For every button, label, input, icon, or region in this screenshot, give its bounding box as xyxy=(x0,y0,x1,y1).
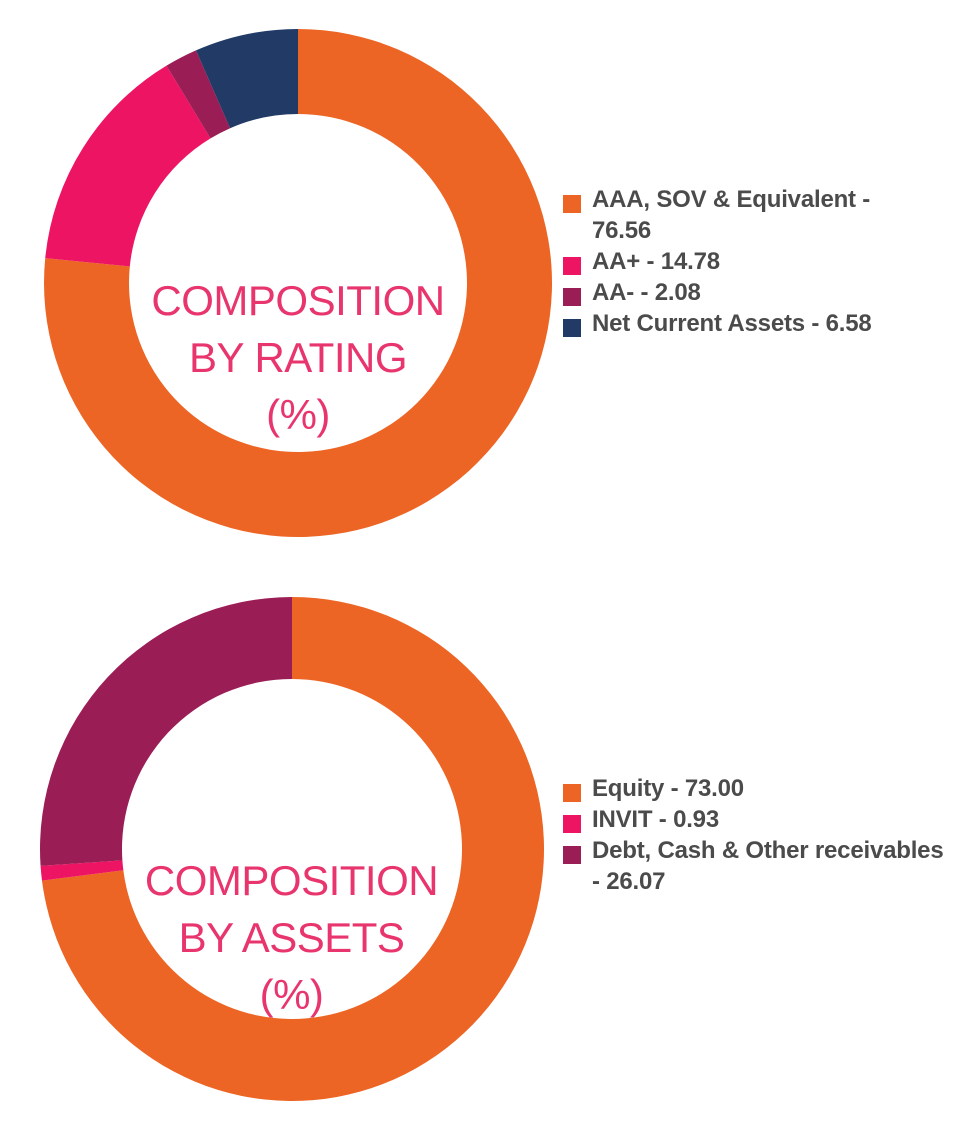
legend-item-equity xyxy=(563,773,943,804)
legend-label-line: Net Current Assets - 6.58 xyxy=(592,310,872,337)
center-label-line: (%) xyxy=(259,971,324,1018)
legend-label xyxy=(592,835,943,897)
legend-label xyxy=(592,804,719,835)
legend-label-line: INVIT - 0.93 xyxy=(592,806,719,833)
legend-item-debt-cash-other-receivables xyxy=(563,835,943,897)
center-label-line: BY RATING xyxy=(189,334,407,381)
legend-label-line: AA+ - 14.78 xyxy=(592,248,720,275)
legend-label-line: AA- - 2.08 xyxy=(592,279,701,306)
legend-swatch-icon xyxy=(563,815,581,833)
legend-composition-by-assets xyxy=(563,773,943,897)
legend-swatch-icon xyxy=(563,846,581,864)
center-label-line: (%) xyxy=(266,391,330,438)
center-label-composition-by-assets xyxy=(42,852,542,1023)
legend-label xyxy=(592,773,744,804)
legend-label-line: Equity - 73.00 xyxy=(592,775,744,802)
legend-label-line: - 26.07 xyxy=(592,868,666,895)
segment-debt-cash-other-receivables xyxy=(40,597,292,866)
center-label-line: COMPOSITION xyxy=(151,277,445,324)
legend-label-line: AAA, SOV & Equivalent - xyxy=(592,186,871,213)
legend-label-line: 76.56 xyxy=(592,217,652,244)
legend-item-invit xyxy=(563,804,943,835)
center-label-line: BY ASSETS xyxy=(178,914,405,961)
center-label-line: COMPOSITION xyxy=(144,857,439,904)
legend-label-line: Debt, Cash & Other receivables xyxy=(592,837,944,864)
legend-swatch-icon xyxy=(563,784,581,802)
donut-composition-by-assets xyxy=(40,597,544,1101)
